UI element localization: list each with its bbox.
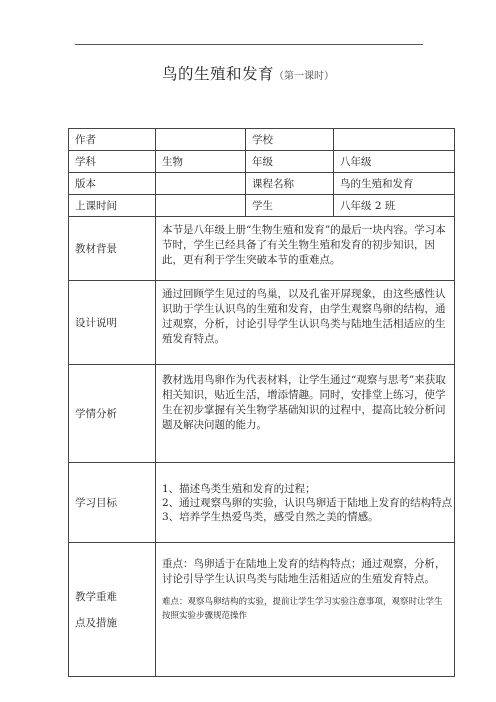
text-textbook: 本节是八年级上册“生物生殖和发育”的最后一块内容。学习本节时，学生已经具备了有关生物生殖和发育的初步知识，因此，更有利于学生突破本节的重难点。 xyxy=(156,217,455,281)
value-grade: 八年级 xyxy=(334,151,455,173)
row-key-points xyxy=(69,543,455,677)
title-subtitle: （第一课时） xyxy=(274,71,334,82)
label-design: 设计说明 xyxy=(69,281,156,365)
label-key-points-line2: 点及措施 xyxy=(75,616,117,629)
value-author xyxy=(156,129,246,151)
goals-list xyxy=(156,463,455,543)
value-subject: 生物 xyxy=(156,151,246,173)
info-row-author xyxy=(69,129,455,151)
label-goals: 学习目标 xyxy=(69,463,156,543)
row-analysis xyxy=(69,365,455,463)
label-subject: 学科 xyxy=(69,151,156,173)
value-students: 八年级 2 班 xyxy=(334,195,455,217)
label-students: 学生 xyxy=(246,195,334,217)
label-course-name: 课程名称 xyxy=(246,173,334,195)
text-analysis: 教材选用鸟卵作为代表材料，让学生通过“观察与思考”来获取相关知识，贴近生活，增添情趣。同时，安排堂上练习，使学生在初步掌握有关生物学基础知识的过程中，提高比较分析问题及解决问题的能力。 xyxy=(156,365,455,463)
header-rule xyxy=(75,44,423,45)
label-grade: 年级 xyxy=(246,151,334,173)
key-point-text: 重点：鸟卵适于在陆地上发育的结构特点；通过观察，分析，讨论引导学生认识鸟类与陆地生活相适应的生殖发育特点。 xyxy=(162,558,446,585)
row-design xyxy=(69,281,455,365)
goal-item: 2、通过观察鸟卵的实验，认识鸟卵适于陆地上发育的结构特点 xyxy=(162,496,453,509)
value-school xyxy=(334,129,455,151)
difficult-point-text: 难点：观察鸟卵结构的实验，提前让学生学习实验注意事项，观察时让学生按照实验步骤规范操作 xyxy=(162,597,443,621)
goal-item: 1、描述鸟类生殖和发育的过程； xyxy=(162,482,316,495)
label-key-points xyxy=(69,543,156,677)
label-textbook: 教材背景 xyxy=(69,217,156,281)
info-row-subject xyxy=(69,151,455,173)
lesson-plan-table xyxy=(68,128,455,677)
goal-item: 3、培养学生热爱鸟类，感受自然之美的情感。 xyxy=(162,510,379,523)
label-analysis: 学情分析 xyxy=(69,365,156,463)
value-course-name: 鸟的生殖和发育 xyxy=(334,173,455,195)
row-textbook xyxy=(69,217,455,281)
label-school: 学校 xyxy=(246,129,334,151)
label-key-points-line1: 教学重难 xyxy=(75,590,117,603)
value-class-time xyxy=(156,195,246,217)
row-goals xyxy=(69,463,455,543)
label-author: 作者 xyxy=(69,129,156,151)
info-row-edition xyxy=(69,173,455,195)
label-class-time: 上课时间 xyxy=(69,195,156,217)
label-edition: 版本 xyxy=(69,173,156,195)
text-design: 通过回顾学生见过的鸟巢，以及孔雀开屏现象，由这些感性认识助于学生认识鸟的生殖和发育，由学生观察鸟卵的结构，通过观察，分析，讨论引导学生认识鸟类与陆地生活相适应的生殖发育特点。 xyxy=(156,281,455,365)
value-edition xyxy=(156,173,246,195)
page-title xyxy=(0,62,496,84)
title-text: 鸟的生殖和发育 xyxy=(161,65,274,83)
info-row-time xyxy=(69,195,455,217)
key-points-content xyxy=(156,543,455,677)
